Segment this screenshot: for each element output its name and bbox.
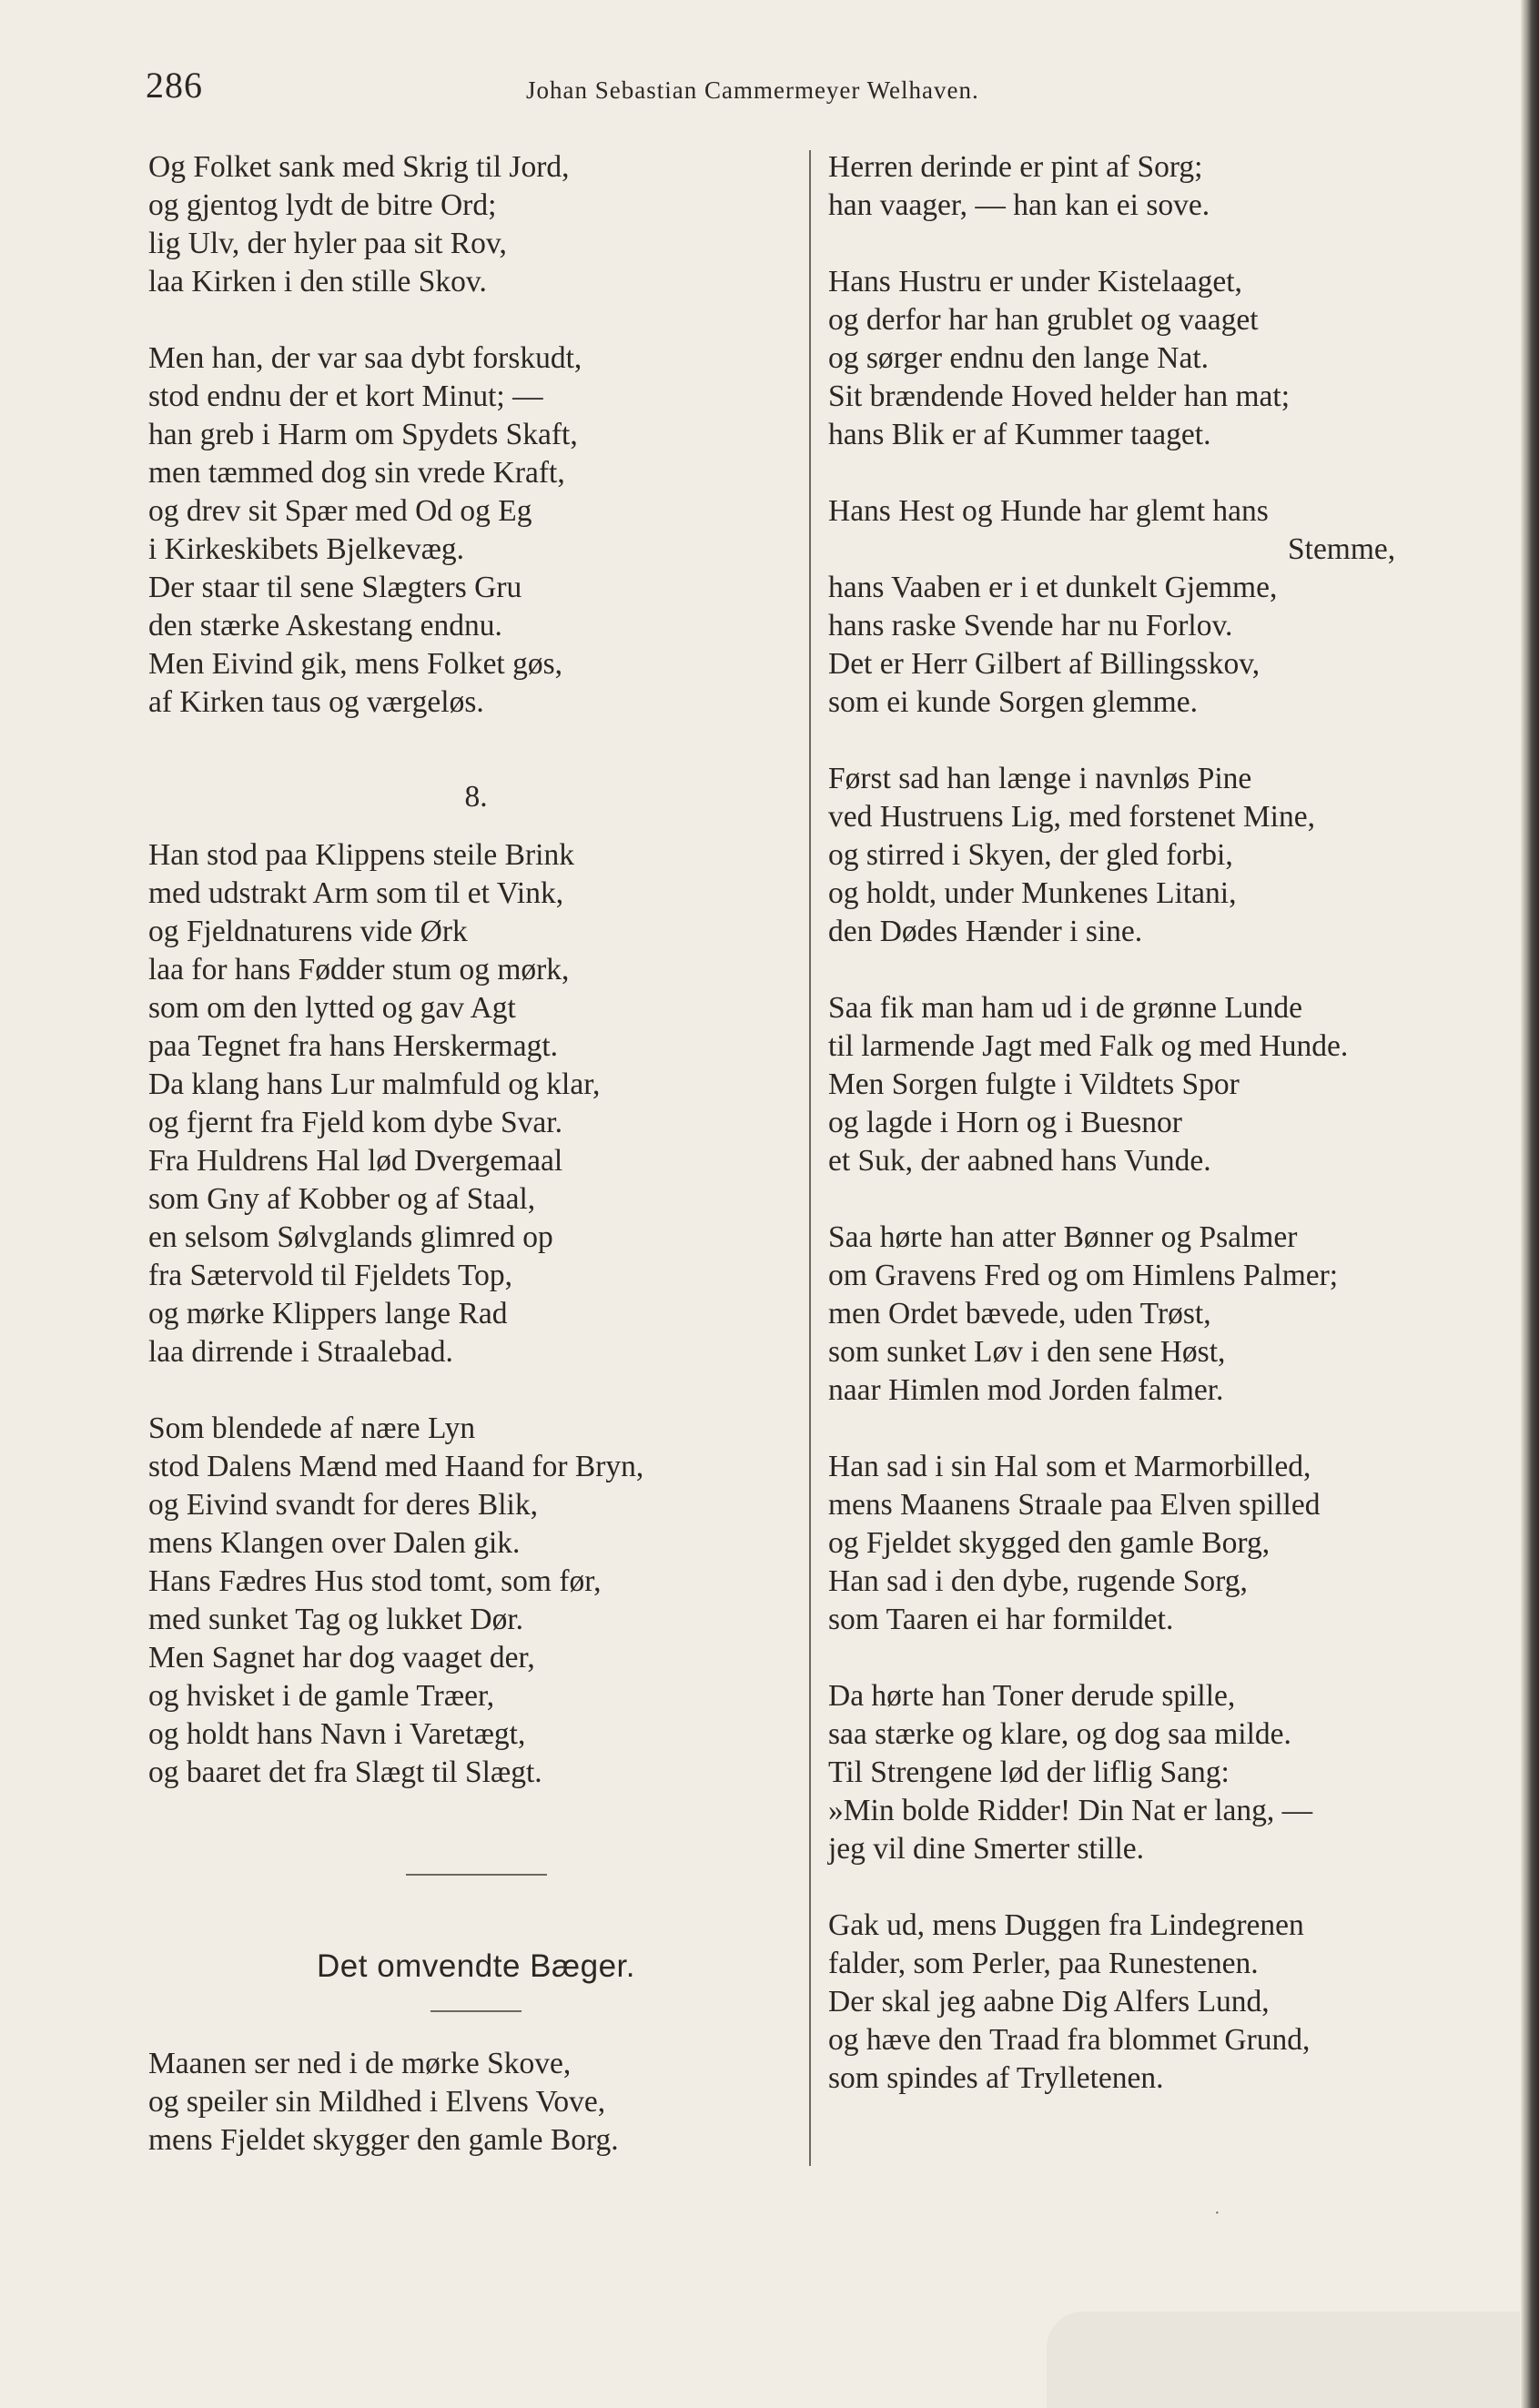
page-number: 286 [146,65,203,106]
section-number: 8. [464,780,488,814]
verse-line: og Fjeldnaturens vide Ørk [148,915,468,948]
verse-line: laa dirrende i Straalebad. [148,1335,453,1369]
verse-line: mens Fjeldet skygger den gamle Borg. [148,2123,619,2157]
page-corner-fold [1047,2312,1520,2408]
verse-line: i Kirkeskibets Bjelkevæg. [148,532,465,566]
verse-line: og drev sit Spær med Od og Eg [148,494,532,528]
verse-line: Sit brændende Hoved helder han mat; [828,379,1291,413]
page-edge-shadow [1521,0,1539,2408]
verse-line: til larmende Jagt med Falk og med Hunde. [828,1029,1349,1063]
verse-line: Maanen ser ned i de mørke Skove, [148,2047,572,2080]
stanza [148,2045,804,2160]
verse-line: fra Sætervold til Fjeldets Top, [148,1259,512,1292]
verse-line: hans Vaaben er i et dunkelt Gjemme, [828,571,1278,604]
verse-line: men Ordet bævede, uden Trøst, [828,1297,1211,1330]
verse-line: Men han, der var saa dybt forskudt, [148,341,582,375]
verse-line: og holdt, under Munkenes Litani, [828,876,1237,910]
verse-line: og Eivind svandt for deres Blik, [148,1488,538,1522]
verse-line: og gjentog lydt de bitre Ord; [148,188,497,222]
column-divider [809,150,811,2166]
verse-line: og holdt hans Navn i Varetægt, [148,1717,526,1751]
verse-line: hans raske Svende har nu Forlov. [828,609,1233,642]
verse-line: Der skal jeg aabne Dig Alfers Lund, [828,1985,1270,2018]
stanza [828,1448,1476,1639]
verse-line: han vaager, — han kan ei sove. [828,188,1210,222]
right-column [828,148,1476,2098]
verse-line: med sunket Tag og lukket Dør. [148,1603,524,1636]
verse-line: laa for hans Fødder stum og mørk, [148,953,570,986]
ink-speck: · [1214,2203,1220,2223]
verse-line: Til Strengene lød der liflig Sang: [828,1755,1230,1789]
verse-line: Hans Hustru er under Kistelaaget, [828,265,1242,298]
verse-line: mens Klangen over Dalen gik. [148,1526,521,1560]
running-title: Johan Sebastian Cammermeyer Welhaven. [526,76,979,104]
verse-line: som spindes af Trylletenen. [828,2061,1164,2095]
stanza [828,492,1476,722]
verse-line: men tæmmed dog sin vrede Kraft, [148,456,565,490]
verse-line: og stirred i Skyen, der gled forbi, [828,838,1233,872]
verse-line: og Fjeldet skygged den gamle Borg, [828,1526,1271,1560]
stanza [828,989,1476,1180]
verse-line: Han sad i den dybe, rugende Sorg, [828,1564,1248,1598]
verse-line: og sørger endnu den lange Nat. [828,341,1210,375]
verse-line: Gak ud, mens Duggen fra Lindegrenen [828,1908,1304,1942]
verse-line: Saa hørte han atter Bønner og Psalmer [828,1220,1298,1254]
verse-line: som om den lytted og gav Agt [148,991,516,1025]
verse-line: Han stod paa Klippens steile Brink [148,838,574,872]
stanza [828,760,1476,951]
verse-line: Men Sagnet har dog vaaget der, [148,1641,535,1674]
verse-line: Saa fik man ham ud i de grønne Lunde [828,991,1302,1025]
stanza [828,1677,1476,1868]
verse-line: »Min bolde Ridder! Din Nat er lang, — [828,1794,1313,1827]
verse-line: om Gravens Fred og om Himlens Palmer; [828,1259,1339,1292]
poem-title: Det omvendte Bæger. [317,1948,635,1984]
verse-line: med udstrakt Arm som til et Vink, [148,876,564,910]
verse-line: stod endnu der et kort Minut; — [148,379,543,413]
verse-line: og hæve den Traad fra blommet Grund, [828,2023,1311,2057]
verse-line: Der staar til sene Slægters Gru [148,571,522,604]
verse-line: falder, som Perler, paa Runestenen. [828,1947,1259,1980]
verse-line-continuation: Stemme, [1288,532,1396,566]
stanza [148,836,804,1371]
verse-line: og fjernt fra Fjeld kom dybe Svar. [148,1106,562,1139]
verse-line: Herren derinde er pint af Sorg; [828,150,1203,184]
verse-line: og lagde i Horn og i Buesnor [828,1106,1182,1139]
verse-line: som Gny af Kobber og af Staal, [148,1182,536,1216]
verse-line: en selsom Sølvglands glimred op [148,1220,553,1254]
verse-line: Men Sorgen fulgte i Vildtets Spor [828,1067,1240,1101]
verse-line: og derfor har han grublet og vaaget [828,303,1259,337]
stanza [828,263,1476,454]
verse-line: Først sad han længe i navnløs Pine [828,762,1252,795]
stanza [828,1907,1476,2098]
verse-line: et Suk, der aabned hans Vunde. [828,1144,1211,1178]
verse-line: hans Blik er af Kummer taaget. [828,418,1211,451]
verse-line: den Dødes Hænder i sine. [828,915,1143,948]
verse-line: og speiler sin Mildhed i Elvens Vove, [148,2085,606,2119]
verse-line: laa Kirken i den stille Skov. [148,265,487,298]
verse-line: Da hørte han Toner derude spille, [828,1679,1236,1713]
stanza [148,1410,804,1792]
verse-line: Hans Fædres Hus stod tomt, som før, [148,1564,602,1598]
verse-line: af Kirken taus og værgeløs. [148,685,484,719]
verse-line: ved Hustruens Lig, med forstenet Mine, [828,800,1315,834]
verse-line: Og Folket sank med Skrig til Jord, [148,150,570,184]
verse-line: naar Himlen mod Jorden falmer. [828,1373,1224,1407]
stanza [828,148,1476,225]
verse-line: Men Eivind gik, mens Folket gøs, [148,647,563,681]
stanza [148,339,804,722]
verse-line: den stærke Askestang endnu. [148,609,502,642]
verse-line: paa Tegnet fra hans Herskermagt. [148,1029,559,1063]
verse-line: lig Ulv, der hyler paa sit Rov, [148,227,507,260]
verse-line: Det er Herr Gilbert af Billingsskov, [828,647,1261,681]
verse-line: Hans Hest og Hunde har glemt hans [828,494,1269,528]
verse-line: som ei kunde Sorgen glemme. [828,685,1198,719]
stanza [148,148,804,301]
stanza [828,1219,1476,1410]
verse-line: som sunket Løv i den sene Høst, [828,1335,1226,1369]
verse-line: stod Dalens Mænd med Haand for Bryn, [148,1450,644,1483]
verse-line: mens Maanens Straale paa Elven spilled [828,1488,1321,1522]
verse-line: Da klang hans Lur malmfuld og klar, [148,1067,601,1101]
left-column [148,148,804,2160]
verse-line: Fra Huldrens Hal lød Dvergemaal [148,1144,563,1178]
verse-line: og hvisket i de gamle Træer, [148,1679,495,1713]
verse-line: og mørke Klippers lange Rad [148,1297,508,1330]
verse-line: og baaret det fra Slægt til Slægt. [148,1755,542,1789]
verse-line: jeg vil dine Smerter stille. [828,1832,1145,1866]
verse-line: Han sad i sin Hal som et Marmorbilled, [828,1450,1311,1483]
verse-line: som Taaren ei har formildet. [828,1603,1174,1636]
verse-line: Som blendede af nære Lyn [148,1411,476,1445]
verse-line: han greb i Harm om Spydets Skaft, [148,418,578,451]
verse-line: saa stærke og klare, og dog saa milde. [828,1717,1291,1751]
